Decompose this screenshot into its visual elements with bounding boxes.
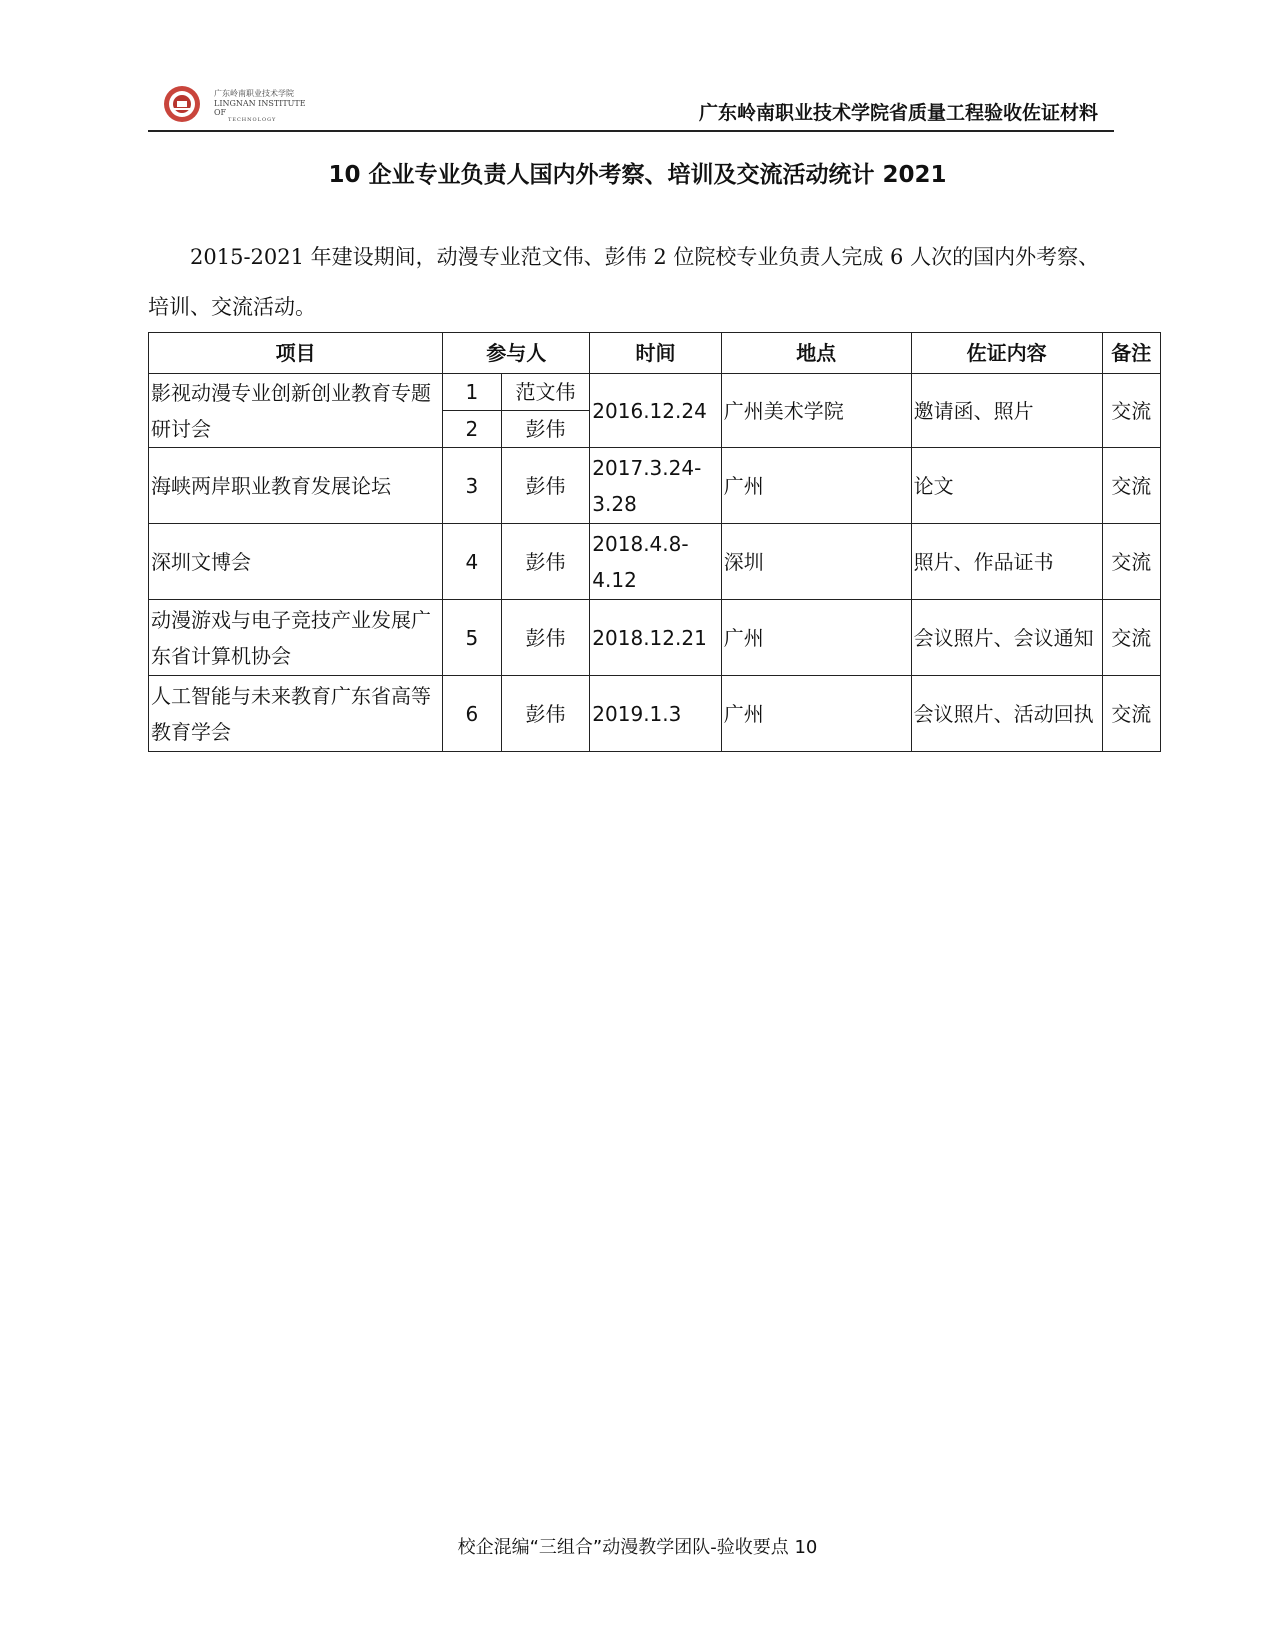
table-row <box>149 374 1161 411</box>
cell-project: 动漫游戏与电子竞技产业发展广东省计算机协会 <box>149 600 443 676</box>
header-note: 备注 <box>1102 333 1160 374</box>
cell-no: 2 <box>443 411 501 448</box>
cell-no: 5 <box>443 600 501 676</box>
page-footer: 校企混编“三组合”动漫教学团队-验收要点 10 <box>457 1537 818 1558</box>
cell-participant: 彭伟 <box>501 448 590 524</box>
cell-project: 深圳文博会 <box>149 524 443 600</box>
cell-time: 2019.1.3 <box>590 676 721 752</box>
cell-project: 影视动漫专业创新创业教育专题研讨会 <box>149 374 443 448</box>
cell-no: 4 <box>443 524 501 600</box>
institute-seal-icon <box>162 84 202 124</box>
cell-participant: 范文伟 <box>501 374 590 411</box>
cell-evidence: 会议照片、活动回执 <box>911 676 1102 752</box>
cell-participant: 彭伟 <box>501 411 590 448</box>
page-header <box>148 78 1114 132</box>
cell-project: 人工智能与未来教育广东省高等教育学会 <box>149 676 443 752</box>
cell-time: 2016.12.24 <box>590 374 721 448</box>
document-title: 10 企业专业负责人国内外考察、培训及交流活动统计 2021 <box>328 162 947 188</box>
cell-location: 深圳 <box>721 524 911 600</box>
cell-note: 交流 <box>1102 600 1160 676</box>
cell-note: 交流 <box>1102 676 1160 752</box>
cell-time: 2018.12.21 <box>590 600 721 676</box>
table-row <box>149 524 1161 600</box>
header-evidence: 佐证内容 <box>911 333 1102 374</box>
institute-logo <box>162 84 312 124</box>
table-row <box>149 448 1161 524</box>
table-row <box>149 600 1161 676</box>
cell-location: 广州 <box>721 600 911 676</box>
header-location: 地点 <box>721 333 911 374</box>
intro-paragraph: 2015-2021 年建设期间，动漫专业范文伟、彭伟 2 位院校专业负责人完成 6 人次的国内外考察、培训、交流活动。 <box>148 245 1100 319</box>
cell-note: 交流 <box>1102 524 1160 600</box>
cell-participant: 彭伟 <box>501 676 590 752</box>
cell-project: 海峡两岸职业教育发展论坛 <box>149 448 443 524</box>
table-header-row <box>149 333 1161 374</box>
cell-location: 广州 <box>721 676 911 752</box>
cell-note: 交流 <box>1102 448 1160 524</box>
logo-chinese-name: 广东岭南职业技术学院 <box>214 89 294 98</box>
cell-time: 2018.4.8-4.12 <box>590 524 721 600</box>
cell-time: 2017.3.24-3.28 <box>590 448 721 524</box>
cell-no: 6 <box>443 676 501 752</box>
cell-participant: 彭伟 <box>501 524 590 600</box>
table-row <box>149 676 1161 752</box>
cell-participant: 彭伟 <box>501 600 590 676</box>
header-project: 项目 <box>149 333 443 374</box>
activity-table <box>148 332 1161 752</box>
cell-evidence: 会议照片、会议通知 <box>911 600 1102 676</box>
cell-location: 广州 <box>721 448 911 524</box>
cell-evidence: 论文 <box>911 448 1102 524</box>
cell-no: 1 <box>443 374 501 411</box>
cell-evidence: 邀请函、照片 <box>911 374 1102 448</box>
cell-note: 交流 <box>1102 374 1160 448</box>
header-time: 时间 <box>590 333 721 374</box>
cell-location: 广州美术学院 <box>721 374 911 448</box>
logo-english-name: LINGNAN INSTITUTE OF <box>214 99 306 117</box>
logo-english-name-2: TECHNOLOGY <box>228 117 277 123</box>
header-title: 广东岭南职业技术学院省质量工程验收佐证材料 <box>698 102 1098 124</box>
cell-evidence: 照片、作品证书 <box>911 524 1102 600</box>
header-participants: 参与人 <box>443 333 590 374</box>
cell-no: 3 <box>443 448 501 524</box>
